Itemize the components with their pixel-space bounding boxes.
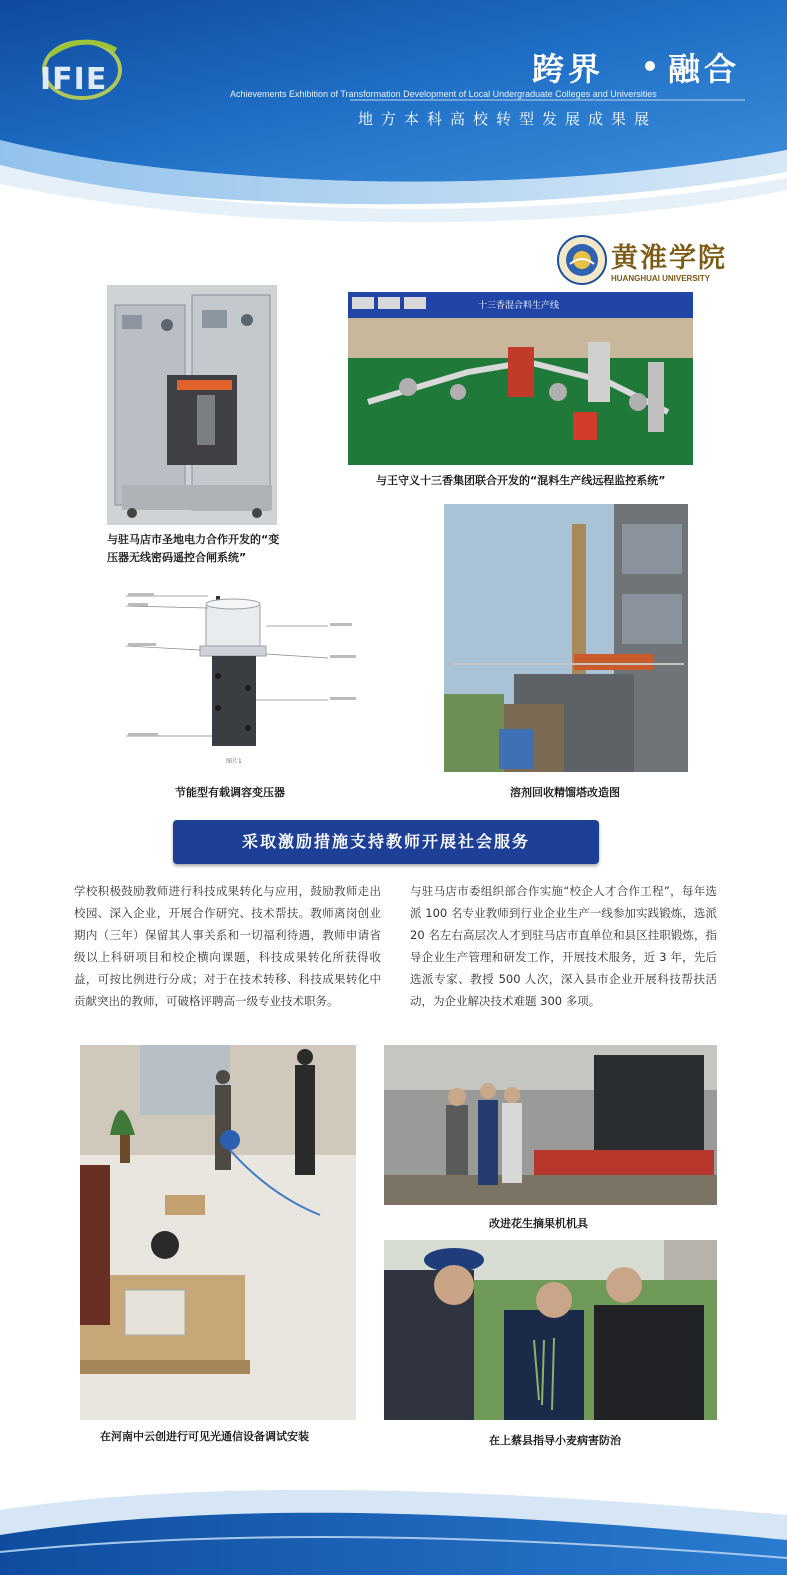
slogan-left: 跨界 — [532, 50, 605, 88]
university-name-chinese: 黄淮学院 — [611, 243, 727, 274]
ifie-logo: IFIE — [40, 62, 108, 97]
photo-monitoring-screen — [348, 292, 693, 465]
caption-wheat-disease: 在上蔡县指导小麦病害防治 — [489, 1434, 621, 1447]
page-footer — [0, 1440, 787, 1575]
photo-transformer-diagram — [118, 588, 368, 770]
caption-distillation-tower: 溶剂回收精馏塔改造图 — [510, 786, 620, 799]
photo-wheat-disease-guidance — [384, 1240, 717, 1420]
caption-monitoring-screen: 与王守义十三香集团联合开发的“混料生产线远程监控系统” — [376, 474, 666, 487]
photo-distillation-tower — [444, 504, 688, 772]
section-banner: 采取激励措施支持教师开展社会服务 — [173, 820, 599, 864]
caption-switchgear-line2: 压器无线密码遥控合闸系统” — [107, 551, 247, 564]
photo-peanut-machine-workshop — [384, 1045, 717, 1205]
caption-communication-lab: 在河南中云创进行可见光通信设备调试安装 — [100, 1430, 309, 1443]
screen-title: 十三香混合料生产线 — [478, 301, 560, 311]
photo-switchgear — [107, 285, 277, 525]
caption-transformer: 节能型有载调容变压器 — [175, 786, 285, 799]
header-subtitle-chinese: 地方本科高校转型发展成果展 — [358, 110, 658, 128]
header-subtitle-english: Achievements Exhibition of Transformation Development of Local Undergraduate Colleges and Universities — [230, 89, 657, 99]
university-name-english: HUANGHUAI UNIVERSITY — [611, 274, 711, 283]
photo-communication-lab — [80, 1045, 356, 1420]
paragraph-right: 与驻马店市委组织部合作实施“校企人才合作工程”，每年选派 100 名专业教师到行业企业生产一线参加实践锻炼，选派 20 名左右高层次人才到驻马店市直单位和县区挂职锻炼，指导企业生产管理和研发工作，开展技术服务，近 3 年，先后选派专家、教授 500 人次，深入县市企业开展科技帮扶活动，为企业解决技术难题 300 多项。 — [410, 884, 717, 1008]
caption-switchgear-line1: 与驻马店市圣地电力合作开发的“变 — [107, 533, 280, 546]
university-emblem-icon — [556, 234, 608, 290]
slogan-right: 融合 — [668, 50, 741, 88]
figure-label: 图片1 — [226, 758, 242, 765]
paragraph-left: 学校积极鼓励教师进行科技成果转化与应用，鼓励教师走出校园、深入企业，开展合作研究、技术帮扶。教师离岗创业期内（三年）保留其人事关系和一切福利待遇，教师申请省级以上科研项目和校企横向课题，科技成果转化所获得收益，可按比例进行分成；对于在技术转移、科技成果转化中贡献突出的教师，可破格评聘高一级专业技术职务。 — [74, 884, 381, 1008]
caption-peanut-machine: 改进花生摘果机机具 — [489, 1217, 588, 1230]
